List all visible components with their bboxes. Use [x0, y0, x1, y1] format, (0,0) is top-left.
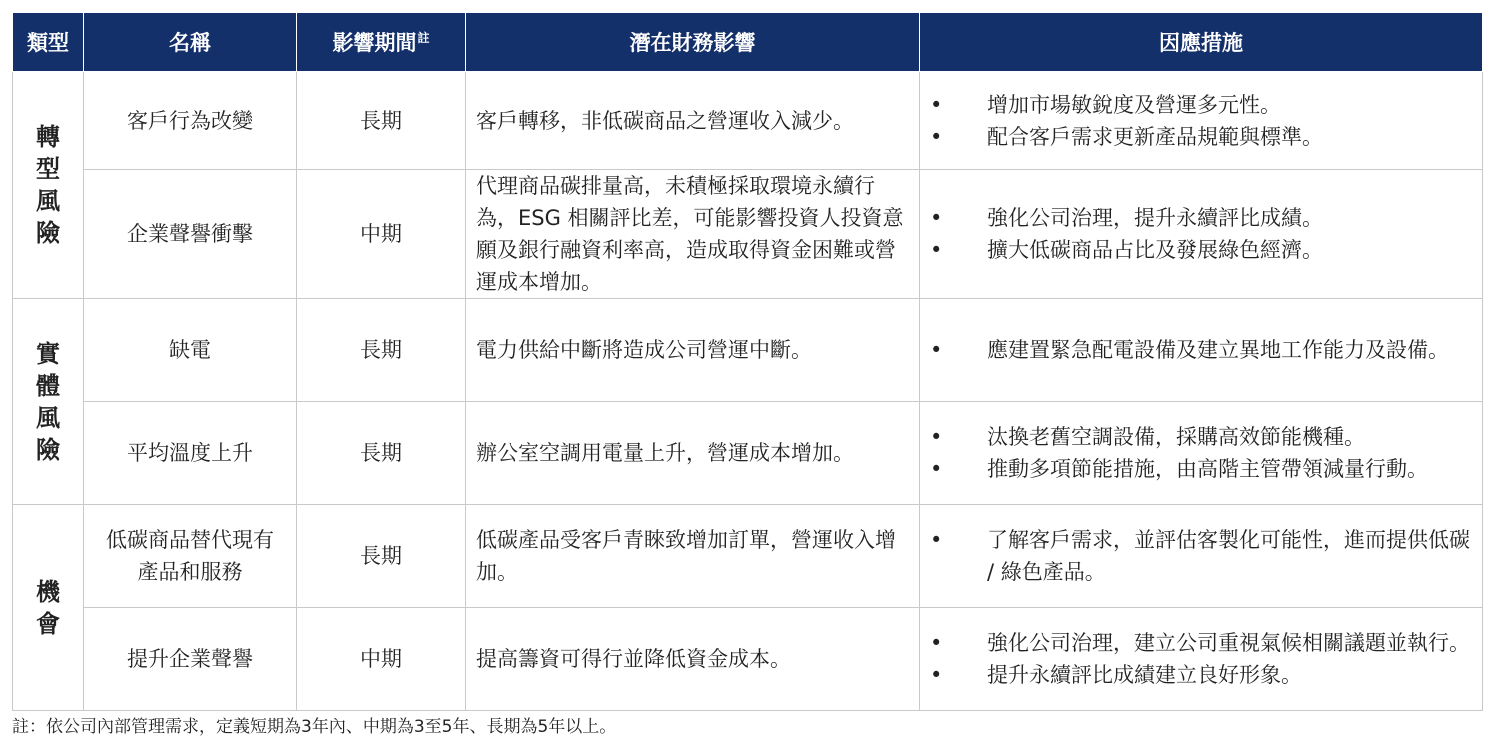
header-measures: 因應措施 [920, 13, 1483, 72]
climate-risk-table [12, 12, 1483, 711]
measure-item: • 提升永續評比成績建立良好形象。 [930, 659, 1472, 691]
risk-name: 客戶行為改變 [84, 72, 297, 170]
table-header-row [13, 13, 1483, 72]
risk-name: 提升企業聲譽 [84, 608, 297, 711]
risk-measures [920, 402, 1483, 505]
risk-name-text: 低碳商品替代現有產品和服務 [106, 528, 274, 584]
risk-measures [920, 608, 1483, 711]
risk-impact: 代理商品碳排量高，未積極採取環境永續行為，ESG 相關評比差，可能影響投資人投資意願及銀行融資利率高，造成取得資金困難或營運成本增加。 [466, 170, 920, 299]
measure-item: • 強化公司治理，建立公司重視氣候相關議題並執行。 [930, 627, 1472, 659]
measure-item: • 增加市場敏銳度及營運多元性。 [930, 89, 1472, 121]
risk-measures [920, 299, 1483, 402]
measure-item: • 強化公司治理，提升永續評比成績。 [930, 202, 1472, 234]
table-row [13, 170, 1483, 299]
header-period-note: 註 [417, 31, 430, 45]
table-row [13, 608, 1483, 711]
measure-item: • 配合客戶需求更新產品規範與標準。 [930, 121, 1472, 153]
measure-item: • 推動多項節能措施，由高階主管帶領減量行動。 [930, 453, 1472, 485]
table-row [13, 402, 1483, 505]
header-period: 影響期間$^註$ [297, 13, 466, 72]
risk-impact: 低碳產品受客戶青睞致增加訂單，營運收入增加。 [466, 505, 920, 608]
header-type: 類型 [13, 13, 84, 72]
measure-item: • 汰換老舊空調設備，採購高效節能機種。 [930, 421, 1472, 453]
risk-impact: 電力供給中斷將造成公司營運中斷。 [466, 299, 920, 402]
table-row [13, 72, 1483, 170]
risk-name: 平均溫度上升 [84, 402, 297, 505]
category-transition-risk: 轉型風險 [13, 72, 84, 299]
risk-period: 長期 [297, 299, 466, 402]
table-row [13, 299, 1483, 402]
risk-name: 缺電 [84, 299, 297, 402]
risk-period: 長期 [297, 505, 466, 608]
risk-period: 中期 [297, 170, 466, 299]
category-physical-risk: 實體風險 [13, 299, 84, 505]
measure-item: • 應建置緊急配電設備及建立異地工作能力及設備。 [930, 334, 1472, 366]
category-opportunity: 機會 [13, 505, 84, 711]
footnote: 註：依公司內部管理需求，定義短期為3年內、中期為3至5年、長期為5年以上。 [12, 717, 617, 737]
risk-measures [920, 170, 1483, 299]
risk-period: 中期 [297, 608, 466, 711]
risk-period: 長期 [297, 402, 466, 505]
measure-item: • 擴大低碳商品占比及發展綠色經濟。 [930, 234, 1472, 266]
risk-impact: 辦公室空調用電量上升，營運成本增加。 [466, 402, 920, 505]
header-name: 名稱 [84, 13, 297, 72]
measure-item: • 了解客戶需求，並評估客製化可能性，進而提供低碳 / 綠色產品。 [930, 524, 1472, 588]
table-row [13, 505, 1483, 608]
risk-measures [920, 505, 1483, 608]
risk-impact: 客戶轉移，非低碳商品之營運收入減少。 [466, 72, 920, 170]
risk-period: 長期 [297, 72, 466, 170]
risk-name [84, 505, 297, 608]
header-impact: 潛在財務影響 [466, 13, 920, 72]
risk-name: 企業聲譽衝擊 [84, 170, 297, 299]
risk-measures [920, 72, 1483, 170]
risk-impact: 提高籌資可得行並降低資金成本。 [466, 608, 920, 711]
